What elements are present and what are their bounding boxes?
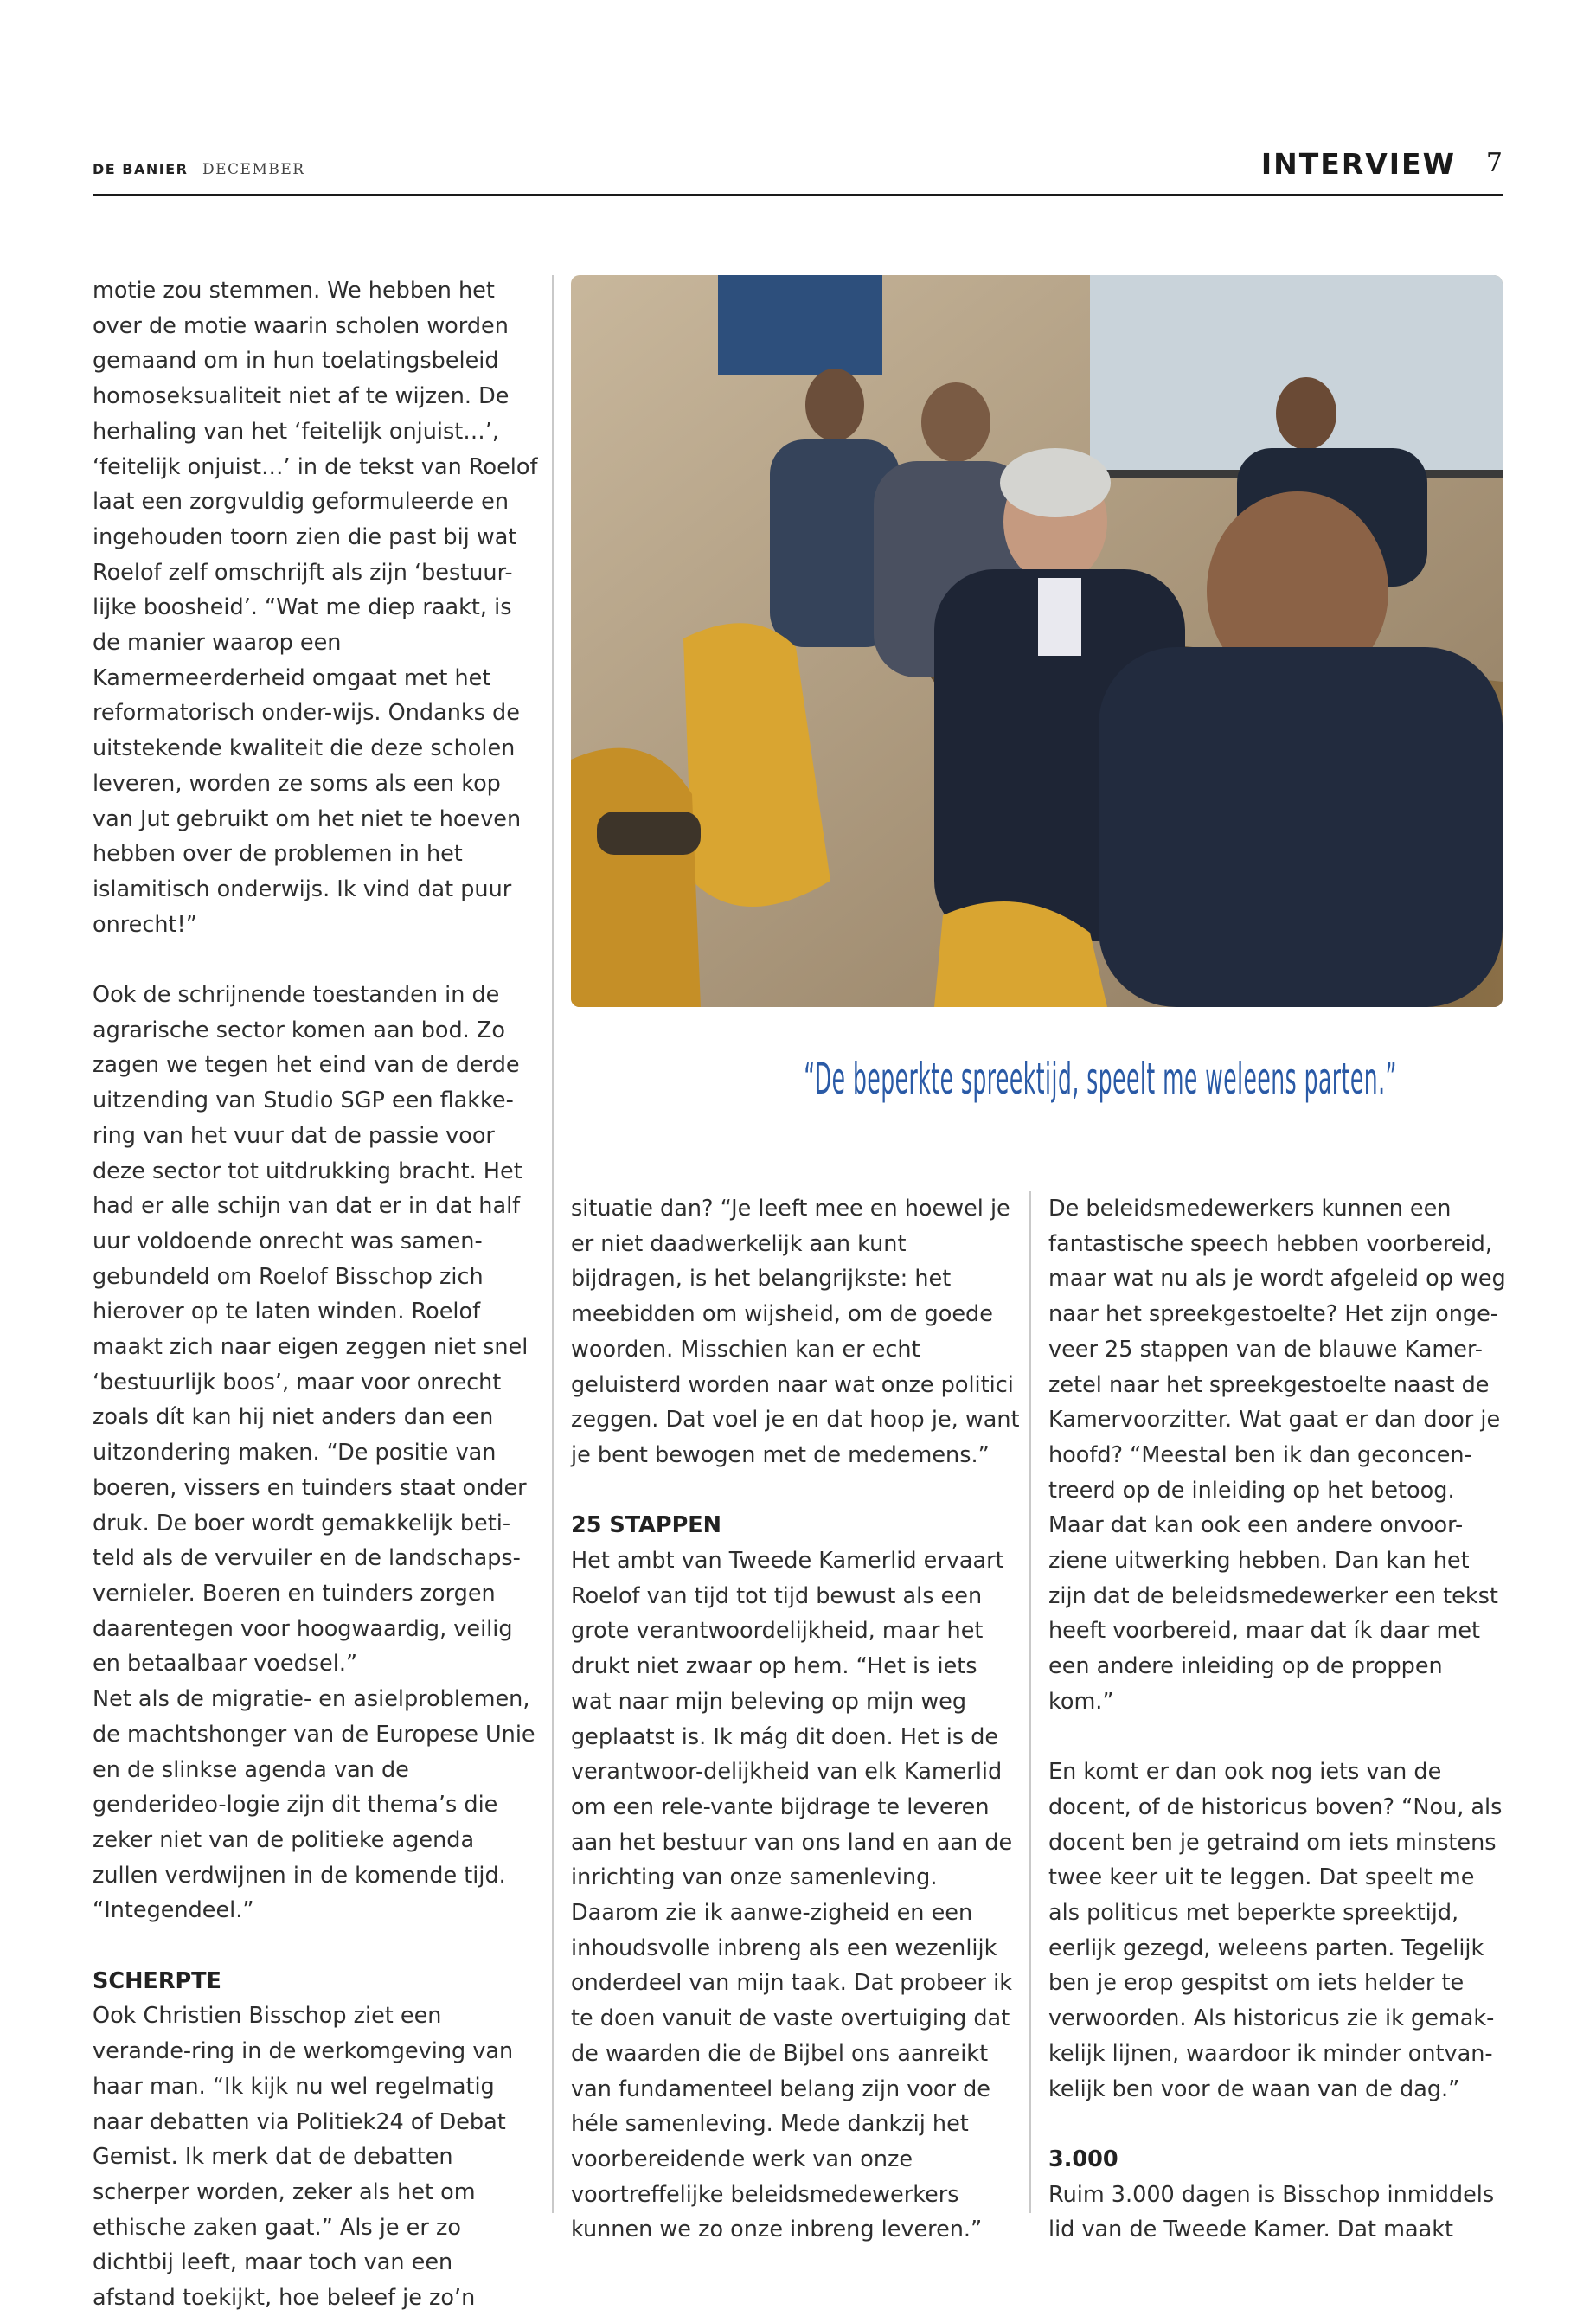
paragraph: Ook Christien Bisschop ziet een verande-ring in de werkomgeving van haar man. “Ik kijk nu wel regelmatig naar debatten via Politiek24 of Debat Gemist. Ik merk dat de debatten scherper worden, zeker als het om ethische zaken gaat.” Als je er zo dichtbij leeft, maar toch van een afstand toekijkt, hoe beleef je zo’n: [93, 2003, 514, 2312]
paragraph: Ook de schrijnende toestanden in de agrarische sector komen aan bod. Zo zagen we tegen het eind van de derde uitzending van Studio SGP een flakke-ring van het vuur dat de passie voor deze sector tot uitdrukking bracht. Het had er alle schijn van dat er in dat half uur voldoende onrecht was samen-gebundeld om Roelof Bisschop zich hierover op te laten winden. Roelof maakt zich naar eigen zeggen niet snel ‘bestuurlijk boos’, maar voor onrecht zoals dít kan hij niet anders dan een uitzondering maken. “De positie van boeren, vissers en tuinders staat onder druk. De boer wordt gemakkelijk beti-teld als de vervuiler en de landschaps-vernieler. Boeren en tuinders zorgen daarentegen voor hoogwaardig, veilig en betaalbaar voedsel.”: [93, 982, 529, 1678]
text-column-2: [571, 1191, 1021, 2248]
paragraph: Ruim 3.000 dagen is Bisschop inmiddels lid van de Tweede Kamer. Dat maakt: [1048, 2181, 1495, 2243]
paragraph: motie zou stemmen. We hebben het over de motie waarin scholen worden gemaand om in hun toelatingsbeleid homoseksualiteit niet af te wijzen. De herhaling van het ‘feitelijk onjuist…’, ‘feitelijk onjuist…’ in de tekst van Roelof laat een zorgvuldig geformuleerde en ingehouden toorn zien die past bij wat Roelof zelf omschrijft als zijn ‘bestuur-lijke boosheid’. “Wat me diep raakt, is de manier waarop een Kamermeerderheid omgaat met het reformatorisch onder-wijs. Ondanks de uitstekende kwaliteit die deze scholen leveren, worden ze soms als een kop van Jut gebruikt om het niet te hoeven hebben over de problemen in het islamitisch onderwijs. Ik vind dat puur onrecht!”: [93, 278, 538, 938]
paragraph: situatie dan? “Je leeft mee en hoewel je er niet daadwerkelijk aan kunt bijdragen, is het belangrijkste: het meebidden om wijsheid, om de goede woorden. Misschien kan er echt geluisterd worden naar wat onze politici zeggen. Dat voel je en dat hoop je, want je bent bewogen met de medemens.”: [571, 1196, 1020, 1468]
photo-person-back-mid: [921, 382, 990, 462]
paragraph: En komt er dan ook nog iets van de docent, of de historicus boven? “Nou, als docent ben je getraind om iets minstens twee keer uit te leggen. Dat speelt me als politicus met beperkte spreektijd, eerlijk gezegd, weleens parten. Tegelijk ben je erop gespitst om iets helder te verwoorden. Als historicus zie ik gemak-kelijk lijnen, waardoor ik minder ontvan-kelijk ben voor de waan van de dag.”: [1048, 1759, 1503, 2102]
photo-person-back-left: [805, 369, 864, 441]
section-title: INTERVIEW: [1260, 147, 1456, 181]
photo-man-foreground-suit: [1099, 647, 1503, 1007]
photo-person-right: [1276, 377, 1336, 450]
photo-poster: [718, 275, 882, 375]
text-column-3: [1048, 1191, 1507, 2248]
column-divider: [552, 275, 554, 2213]
column-divider: [1029, 1191, 1031, 2213]
paragraph: De beleidsmedewerkers kunnen een fantastische speech hebben voorbereid, maar wat nu als je wordt afgeleid op weg naar het spreekgestoelte? Het zijn onge-veer 25 stappen van de blauwe Kamer-zetel naar het spreekgestoelte naast de Kamervoorzitter. Wat gaat er dan door je hoofd? “Meestal ben ik dan geconcen-treerd op de inleiding op het betoog. Maar dat kan ook een andere onvoor-ziene uitwerking hebben. Dan kan het zijn dat de beleidsmedewerker een tekst heeft voorbereid, maar dat ík daar met een andere inleiding op de proppen kom.”: [1048, 1196, 1506, 1715]
meeting-photo: [571, 275, 1503, 1007]
subheading-25-stappen: 25 STAPPEN: [571, 1512, 722, 1539]
pull-quote: “De beperkte spreektijd, speelt me weleens parten.”: [804, 1054, 1397, 1104]
issue-month: DECEMBER: [202, 161, 305, 178]
magazine-name: DE BANIER: [93, 161, 189, 177]
page-header: [93, 145, 1503, 196]
subheading-scherpte: SCHERPTE: [93, 1967, 221, 1994]
text-column-1: [93, 273, 542, 2316]
paragraph: Net als de migratie- en asielproblemen, de machtshonger van de Europese Unie en de slinkse agenda van de genderideo-logie zijn dit thema’s die zeker niet van de politieke agenda zullen verdwijnen in de komende tijd. “Integendeel.”: [93, 1686, 535, 1924]
subheading-3000: 3.000: [1048, 2146, 1118, 2172]
page-number: 7: [1485, 148, 1503, 178]
paragraph: Het ambt van Tweede Kamerlid ervaart Roelof van tijd tot tijd bewust als een grote verantwoordelijkheid, maar het drukt niet zwaar op hem. “Het is iets wat naar mijn beleving op mijn weg geplaatst is. Ik mág dit doen. Het is de verantwoor-delijkheid van elk Kamerlid om een rele-vante bijdrage te leveren aan het bestuur van ons land en aan de inrichting van onze samenleving. Daarom zie ik aanwe-zigheid en een inhoudsvolle inbreng als een wezenlijk onderdeel van mijn taak. Dat probeer ik te doen vanuit de vaste overtuiging dat de waarden die de Bijbel ons aanreikt van fundamenteel belang zijn voor de héle samenleving. Mede dankzij het voorbereidende werk van onze voortreffelijke beleidsmedewerkers kunnen we zo onze inbreng leveren.”: [571, 1548, 1013, 2243]
